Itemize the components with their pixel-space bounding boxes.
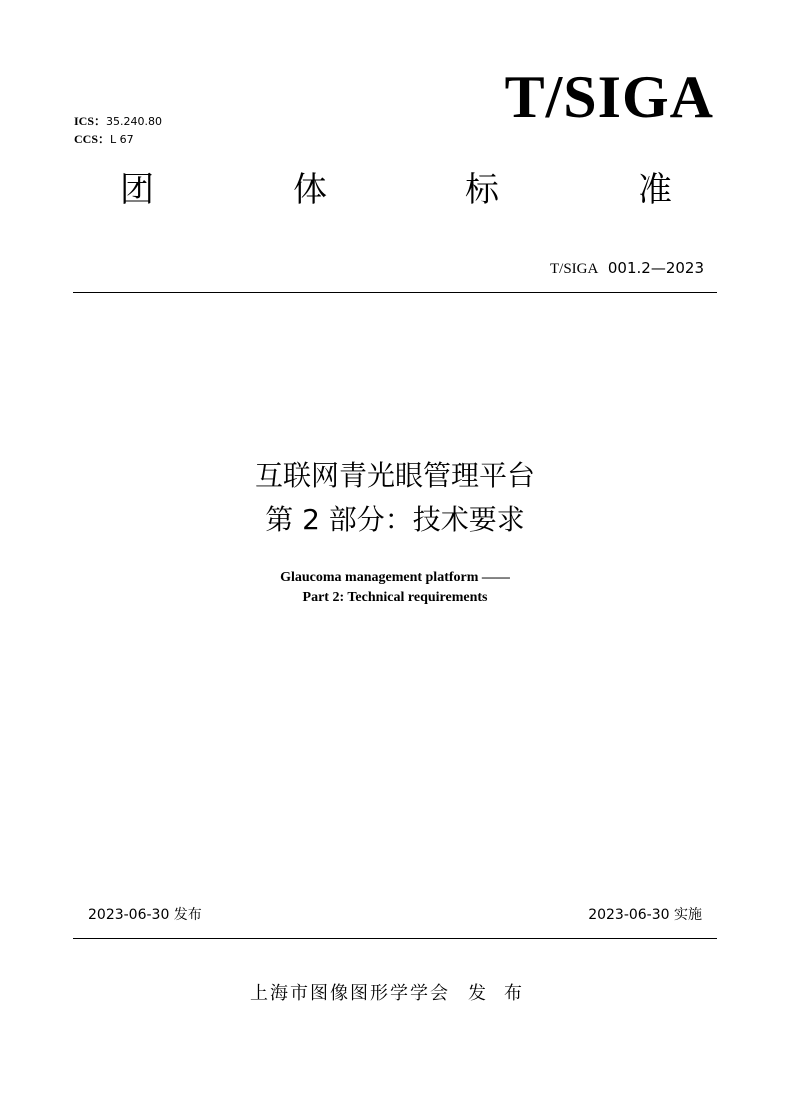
issue-date: 2023-06-30 发布 [88, 907, 202, 923]
standard-number [550, 258, 704, 279]
title-cn-line-2: 第 2 部分：技术要求 [265, 503, 525, 536]
publisher-action: 发布 [468, 983, 540, 1004]
ccs-colon: ： [98, 132, 111, 146]
title-en-line-2: Part 2: Technical requirements [302, 590, 488, 605]
ics-code: 35.240.80 [106, 115, 163, 128]
standard-number-value: 001.2—2023 [607, 259, 704, 277]
ccs-code-line [74, 132, 134, 147]
document-type-char-2: 体 [293, 170, 327, 210]
document-type-char-4: 准 [638, 170, 672, 210]
publisher-line [0, 982, 790, 1006]
title-cn-line-1: 互联网青光眼管理平台 [254, 459, 535, 492]
publisher-name: 上海市图像图形学学会 [250, 983, 450, 1004]
footer-divider [73, 938, 717, 939]
document-type-char-3: 标 [465, 170, 499, 210]
header-divider [73, 292, 717, 293]
ccs-label: CCS [74, 132, 99, 146]
title-en-line-1: Glaucoma management platform —— [280, 570, 510, 585]
standard-number-prefix: T/SIGA [549, 261, 599, 277]
implementation-date: 2023-06-30 实施 [588, 907, 702, 923]
ccs-code: L 67 [110, 133, 134, 146]
document-type-char-1: 团 [120, 170, 154, 210]
ics-colon: ： [94, 114, 107, 128]
ics-code-line [74, 114, 162, 129]
ics-label: ICS [74, 114, 95, 128]
siga-logo: T/SIGA [504, 64, 714, 130]
